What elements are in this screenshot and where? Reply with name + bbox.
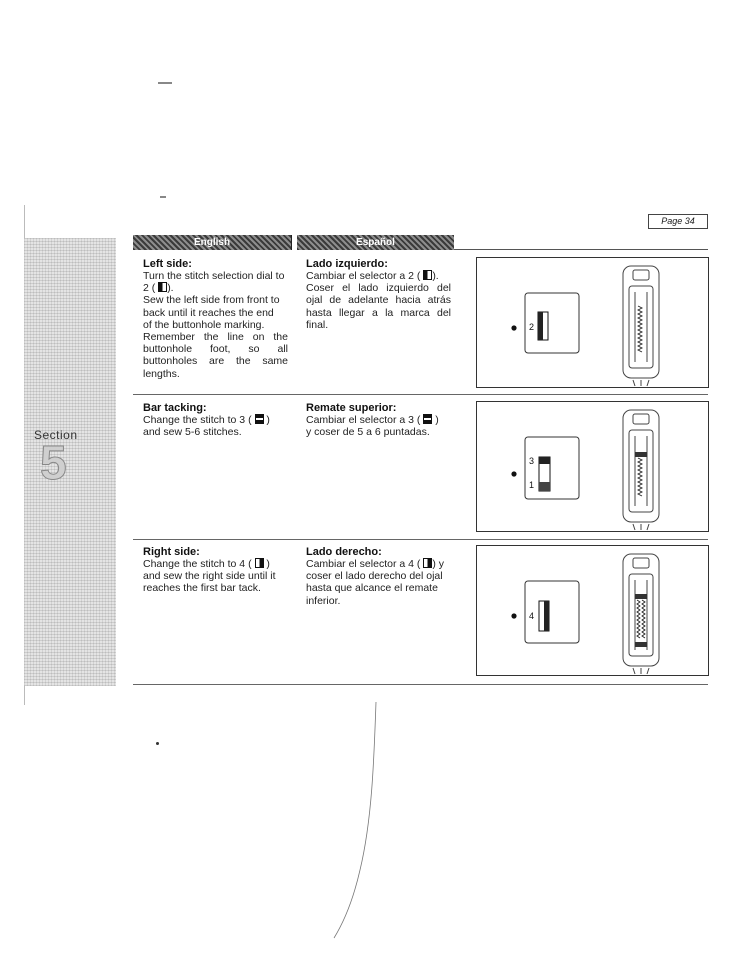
step-title: Lado derecho: (306, 546, 382, 558)
section-number: 5 (40, 437, 67, 490)
step-title: Remate superior: (306, 402, 397, 414)
dial-number: 1 (529, 480, 535, 490)
illustration-bar-tacking (476, 401, 709, 532)
stitch-right-icon (423, 558, 432, 568)
dial-number: 2 (529, 322, 535, 332)
stitch-bar-tack-icon (255, 414, 264, 424)
step-text: Turn the stitch selection dial to 2 ( ). Sew the left side from front to back until it reaches the end of the buttonhole marking. Remember the line on the buttonhole foot, so all buttonholes are the same lengths. (143, 270, 288, 380)
scan-mark (160, 196, 166, 198)
dial-number: 3 (529, 456, 535, 466)
step-separator (133, 539, 708, 540)
stitch-bar-tack-icon (423, 414, 432, 424)
step-right-side-es (306, 546, 454, 607)
stitch-left-icon (158, 282, 167, 292)
header-rule (454, 249, 708, 250)
step-title: Lado izquierdo: (306, 258, 388, 270)
stitch-right-icon (255, 558, 264, 568)
illustration-left-side (476, 257, 709, 388)
step-title: Right side: (143, 546, 200, 558)
step-text: Cambiar el selector a 2 ( ). Coser el lado izquierdo del ojal de adelante hacia atrás hasta llegar a la marca del final. (306, 270, 451, 331)
step-title: Bar tacking: (143, 402, 207, 414)
step-text: Cambiar el selector a 3 ( ) y coser de 5 a 6 puntadas. (306, 414, 439, 439)
illustration-right-side (476, 545, 709, 676)
step-left-side-es (306, 258, 451, 331)
page-bottom-rule (133, 684, 708, 685)
scan-mark (158, 82, 172, 84)
step-left-side-en (143, 258, 288, 380)
step-separator (133, 394, 708, 395)
step-text: Cambiar el selector a 4 ( ) y coser el lado derecho del ojal hasta que alcance el remate inferior. (306, 558, 444, 607)
espanol-column-header: Español (297, 235, 454, 250)
step-bar-tacking-es (306, 402, 454, 438)
step-bar-tacking-en (143, 402, 288, 438)
scan-mark (156, 742, 159, 745)
step-text: Change the stitch to 4 ( ) and sew the right side until it reaches the first bar tack. (143, 558, 276, 595)
step-text: Change the stitch to 3 ( ) and sew 5-6 stitches. (143, 414, 270, 439)
dial-number: 4 (529, 611, 535, 621)
english-column-header: English (133, 235, 291, 250)
scan-line (330, 700, 380, 940)
section-label: Section (34, 428, 78, 442)
step-title: Left side: (143, 258, 192, 270)
step-right-side-en (143, 546, 288, 595)
page-number: Page 34 (648, 214, 708, 229)
section-tab (24, 238, 116, 686)
stitch-left-icon (423, 270, 432, 280)
